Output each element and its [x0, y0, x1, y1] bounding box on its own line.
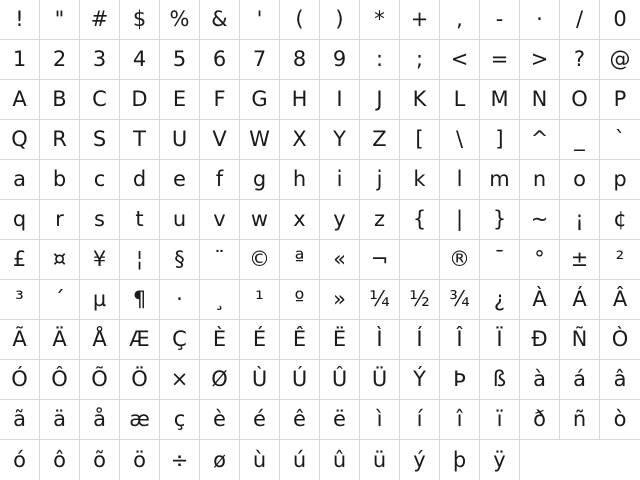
glyph-cell[interactable]: m — [480, 160, 520, 200]
glyph-cell[interactable]: 7 — [240, 40, 280, 80]
glyph-cell[interactable]: v — [200, 200, 240, 240]
glyph-cell[interactable]: f — [200, 160, 240, 200]
glyph-cell[interactable]: M — [480, 80, 520, 120]
glyph-cell[interactable]: Ö — [120, 360, 160, 400]
glyph-cell[interactable]: 2 — [40, 40, 80, 80]
glyph-cell[interactable]: Ø — [200, 360, 240, 400]
glyph-cell[interactable]: F — [200, 80, 240, 120]
glyph-cell[interactable]: 6 — [200, 40, 240, 80]
glyph-cell[interactable]: a — [0, 160, 40, 200]
glyph-cell[interactable]: ' — [240, 0, 280, 40]
glyph-cell[interactable]: ê — [280, 400, 320, 440]
glyph-cell[interactable]: - — [480, 0, 520, 40]
glyph-cell[interactable]: N — [520, 80, 560, 120]
glyph-cell[interactable]: Ð — [520, 320, 560, 360]
glyph-cell[interactable]: o — [560, 160, 600, 200]
glyph-cell[interactable]: Q — [0, 120, 40, 160]
glyph-cell[interactable]: ÿ — [480, 440, 520, 480]
glyph-cell[interactable]: 4 — [120, 40, 160, 80]
glyph-cell[interactable]: ¾ — [440, 280, 480, 320]
glyph-cell[interactable]: Ü — [360, 360, 400, 400]
glyph-cell[interactable]: e — [160, 160, 200, 200]
glyph-cell[interactable]: û — [320, 440, 360, 480]
glyph-cell[interactable]: ) — [320, 0, 360, 40]
glyph-cell[interactable]: ó — [0, 440, 40, 480]
glyph-cell[interactable]: } — [480, 200, 520, 240]
glyph-cell[interactable]: ¥ — [80, 240, 120, 280]
glyph-cell[interactable]: 1 — [0, 40, 40, 80]
glyph-cell[interactable]: S — [80, 120, 120, 160]
glyph-cell[interactable]: [ — [400, 120, 440, 160]
glyph-cell[interactable] — [560, 440, 600, 480]
glyph-cell[interactable]: j — [360, 160, 400, 200]
glyph-cell[interactable]: © — [240, 240, 280, 280]
glyph-cell[interactable]: U — [160, 120, 200, 160]
glyph-cell[interactable]: é — [240, 400, 280, 440]
glyph-cell[interactable]: 0 — [600, 0, 640, 40]
glyph-cell[interactable]: E — [160, 80, 200, 120]
glyph-cell[interactable]: A — [0, 80, 40, 120]
glyph-cell[interactable]: Ä — [40, 320, 80, 360]
glyph-cell[interactable]: ý — [400, 440, 440, 480]
glyph-cell[interactable]: | — [440, 200, 480, 240]
glyph-cell[interactable]: ð — [520, 400, 560, 440]
glyph-cell[interactable]: È — [200, 320, 240, 360]
glyph-cell[interactable]: ÷ — [160, 440, 200, 480]
glyph-cell[interactable]: þ — [440, 440, 480, 480]
glyph-cell[interactable]: ò — [600, 400, 640, 440]
glyph-cell[interactable]: Z — [360, 120, 400, 160]
glyph-cell[interactable]: = — [480, 40, 520, 80]
glyph-cell[interactable]: Ã — [0, 320, 40, 360]
glyph-cell[interactable]: Å — [80, 320, 120, 360]
glyph-cell[interactable]: { — [400, 200, 440, 240]
glyph-cell[interactable]: 5 — [160, 40, 200, 80]
glyph-cell[interactable]: ô — [40, 440, 80, 480]
glyph-cell[interactable]: Á — [560, 280, 600, 320]
glyph-cell[interactable]: l — [440, 160, 480, 200]
glyph-cell[interactable]: \ — [440, 120, 480, 160]
glyph-cell[interactable]: p — [600, 160, 640, 200]
glyph-cell[interactable]: ü — [360, 440, 400, 480]
glyph-cell[interactable]: & — [200, 0, 240, 40]
glyph-cell[interactable]: ; — [400, 40, 440, 80]
glyph-cell[interactable]: Ù — [240, 360, 280, 400]
glyph-cell[interactable]: × — [160, 360, 200, 400]
glyph-cell[interactable]: ] — [480, 120, 520, 160]
glyph-cell[interactable]: L — [440, 80, 480, 120]
glyph-cell[interactable]: 9 — [320, 40, 360, 80]
glyph-cell[interactable]: # — [80, 0, 120, 40]
glyph-cell[interactable]: x — [280, 200, 320, 240]
glyph-cell[interactable]: : — [360, 40, 400, 80]
glyph-cell[interactable]: Y — [320, 120, 360, 160]
glyph-cell[interactable]: À — [520, 280, 560, 320]
glyph-cell[interactable]: â — [600, 360, 640, 400]
glyph-cell[interactable]: ¹ — [240, 280, 280, 320]
glyph-cell[interactable]: ã — [0, 400, 40, 440]
glyph-cell[interactable]: ä — [40, 400, 80, 440]
glyph-cell[interactable]: Ç — [160, 320, 200, 360]
glyph-cell[interactable]: , — [440, 0, 480, 40]
glyph-cell[interactable]: ¶ — [120, 280, 160, 320]
glyph-cell[interactable]: ? — [560, 40, 600, 80]
glyph-cell[interactable]: D — [120, 80, 160, 120]
glyph-cell[interactable]: ^ — [520, 120, 560, 160]
glyph-cell[interactable]: c — [80, 160, 120, 200]
glyph-cell[interactable]: ½ — [400, 280, 440, 320]
glyph-cell[interactable]: £ — [0, 240, 40, 280]
glyph-cell[interactable]: h — [280, 160, 320, 200]
glyph-cell[interactable]: B — [40, 80, 80, 120]
glyph-cell[interactable]: § — [160, 240, 200, 280]
glyph-cell[interactable]: ` — [600, 120, 640, 160]
glyph-cell[interactable]: Ë — [320, 320, 360, 360]
glyph-cell[interactable]: Æ — [120, 320, 160, 360]
glyph-cell[interactable]: Ý — [400, 360, 440, 400]
glyph-cell[interactable]: V — [200, 120, 240, 160]
glyph-cell[interactable]: T — [120, 120, 160, 160]
glyph-cell[interactable]: Ï — [480, 320, 520, 360]
glyph-cell[interactable]: ¢ — [600, 200, 640, 240]
glyph-cell[interactable]: P — [600, 80, 640, 120]
glyph-cell[interactable]: ë — [320, 400, 360, 440]
glyph-cell[interactable]: ! — [0, 0, 40, 40]
glyph-cell[interactable]: J — [360, 80, 400, 120]
glyph-cell[interactable]: n — [520, 160, 560, 200]
glyph-cell[interactable]: Ì — [360, 320, 400, 360]
glyph-cell[interactable]: ¦ — [120, 240, 160, 280]
glyph-cell[interactable] — [600, 440, 640, 480]
glyph-cell[interactable]: è — [200, 400, 240, 440]
glyph-cell[interactable]: ª — [280, 240, 320, 280]
glyph-cell[interactable]: ¸ — [200, 280, 240, 320]
glyph-cell[interactable]: ( — [280, 0, 320, 40]
glyph-cell[interactable]: H — [280, 80, 320, 120]
glyph-cell[interactable]: I — [320, 80, 360, 120]
glyph-cell[interactable]: å — [80, 400, 120, 440]
glyph-cell[interactable]: Î — [440, 320, 480, 360]
glyph-cell[interactable] — [400, 240, 440, 280]
glyph-cell[interactable]: ñ — [560, 400, 600, 440]
glyph-cell[interactable]: ø — [200, 440, 240, 480]
glyph-cell[interactable]: t — [120, 200, 160, 240]
glyph-cell[interactable]: · — [160, 280, 200, 320]
glyph-cell[interactable]: ² — [600, 240, 640, 280]
glyph-cell[interactable]: · — [520, 0, 560, 40]
glyph-cell[interactable]: k — [400, 160, 440, 200]
glyph-cell[interactable]: î — [440, 400, 480, 440]
glyph-cell[interactable]: q — [0, 200, 40, 240]
glyph-cell[interactable]: O — [560, 80, 600, 120]
glyph-cell[interactable]: Ê — [280, 320, 320, 360]
glyph-cell[interactable]: ¼ — [360, 280, 400, 320]
glyph-cell[interactable]: < — [440, 40, 480, 80]
glyph-cell[interactable]: w — [240, 200, 280, 240]
glyph-cell[interactable]: C — [80, 80, 120, 120]
glyph-cell[interactable]: ~ — [520, 200, 560, 240]
glyph-cell[interactable]: $ — [120, 0, 160, 40]
glyph-cell[interactable]: y — [320, 200, 360, 240]
glyph-cell[interactable]: Õ — [80, 360, 120, 400]
glyph-cell[interactable]: % — [160, 0, 200, 40]
glyph-cell[interactable]: W — [240, 120, 280, 160]
glyph-cell[interactable]: Þ — [440, 360, 480, 400]
glyph-cell[interactable]: _ — [560, 120, 600, 160]
glyph-cell[interactable]: ¤ — [40, 240, 80, 280]
glyph-cell[interactable]: ß — [480, 360, 520, 400]
glyph-cell[interactable]: ® — [440, 240, 480, 280]
glyph-cell[interactable]: > — [520, 40, 560, 80]
glyph-cell[interactable]: d — [120, 160, 160, 200]
glyph-cell[interactable]: z — [360, 200, 400, 240]
glyph-cell[interactable]: ï — [480, 400, 520, 440]
glyph-cell[interactable]: Í — [400, 320, 440, 360]
glyph-cell[interactable]: º — [280, 280, 320, 320]
glyph-cell[interactable] — [520, 440, 560, 480]
glyph-cell[interactable]: ù — [240, 440, 280, 480]
glyph-cell[interactable]: õ — [80, 440, 120, 480]
glyph-cell[interactable]: * — [360, 0, 400, 40]
glyph-cell[interactable]: Ó — [0, 360, 40, 400]
glyph-cell[interactable]: ö — [120, 440, 160, 480]
glyph-cell[interactable]: G — [240, 80, 280, 120]
glyph-cell[interactable]: « — [320, 240, 360, 280]
glyph-cell[interactable]: á — [560, 360, 600, 400]
glyph-cell[interactable]: 3 — [80, 40, 120, 80]
glyph-cell[interactable]: @ — [600, 40, 640, 80]
glyph-cell[interactable]: ´ — [40, 280, 80, 320]
glyph-cell[interactable]: ì — [360, 400, 400, 440]
glyph-cell[interactable]: r — [40, 200, 80, 240]
glyph-cell[interactable]: Ñ — [560, 320, 600, 360]
glyph-cell[interactable]: Û — [320, 360, 360, 400]
glyph-cell[interactable]: æ — [120, 400, 160, 440]
glyph-cell[interactable]: ³ — [0, 280, 40, 320]
glyph-cell[interactable]: µ — [80, 280, 120, 320]
glyph-cell[interactable]: » — [320, 280, 360, 320]
glyph-cell[interactable]: ¨ — [200, 240, 240, 280]
glyph-cell[interactable]: u — [160, 200, 200, 240]
glyph-cell[interactable]: 8 — [280, 40, 320, 80]
glyph-cell[interactable]: Ô — [40, 360, 80, 400]
glyph-cell[interactable]: / — [560, 0, 600, 40]
glyph-cell[interactable]: " — [40, 0, 80, 40]
glyph-cell[interactable]: K — [400, 80, 440, 120]
glyph-cell[interactable]: ± — [560, 240, 600, 280]
glyph-cell[interactable]: í — [400, 400, 440, 440]
glyph-cell[interactable]: Â — [600, 280, 640, 320]
glyph-cell[interactable]: b — [40, 160, 80, 200]
glyph-cell[interactable]: + — [400, 0, 440, 40]
glyph-cell[interactable]: X — [280, 120, 320, 160]
glyph-cell[interactable]: ¬ — [360, 240, 400, 280]
glyph-cell[interactable]: ¿ — [480, 280, 520, 320]
glyph-cell[interactable]: ú — [280, 440, 320, 480]
glyph-cell[interactable]: Ú — [280, 360, 320, 400]
glyph-cell[interactable]: à — [520, 360, 560, 400]
glyph-cell[interactable]: ¡ — [560, 200, 600, 240]
glyph-cell[interactable]: ç — [160, 400, 200, 440]
glyph-cell[interactable]: i — [320, 160, 360, 200]
glyph-cell[interactable]: É — [240, 320, 280, 360]
glyph-cell[interactable]: s — [80, 200, 120, 240]
glyph-cell[interactable]: Ò — [600, 320, 640, 360]
glyph-cell[interactable]: R — [40, 120, 80, 160]
glyph-cell[interactable]: g — [240, 160, 280, 200]
glyph-cell[interactable]: ¯ — [480, 240, 520, 280]
glyph-cell[interactable]: ° — [520, 240, 560, 280]
